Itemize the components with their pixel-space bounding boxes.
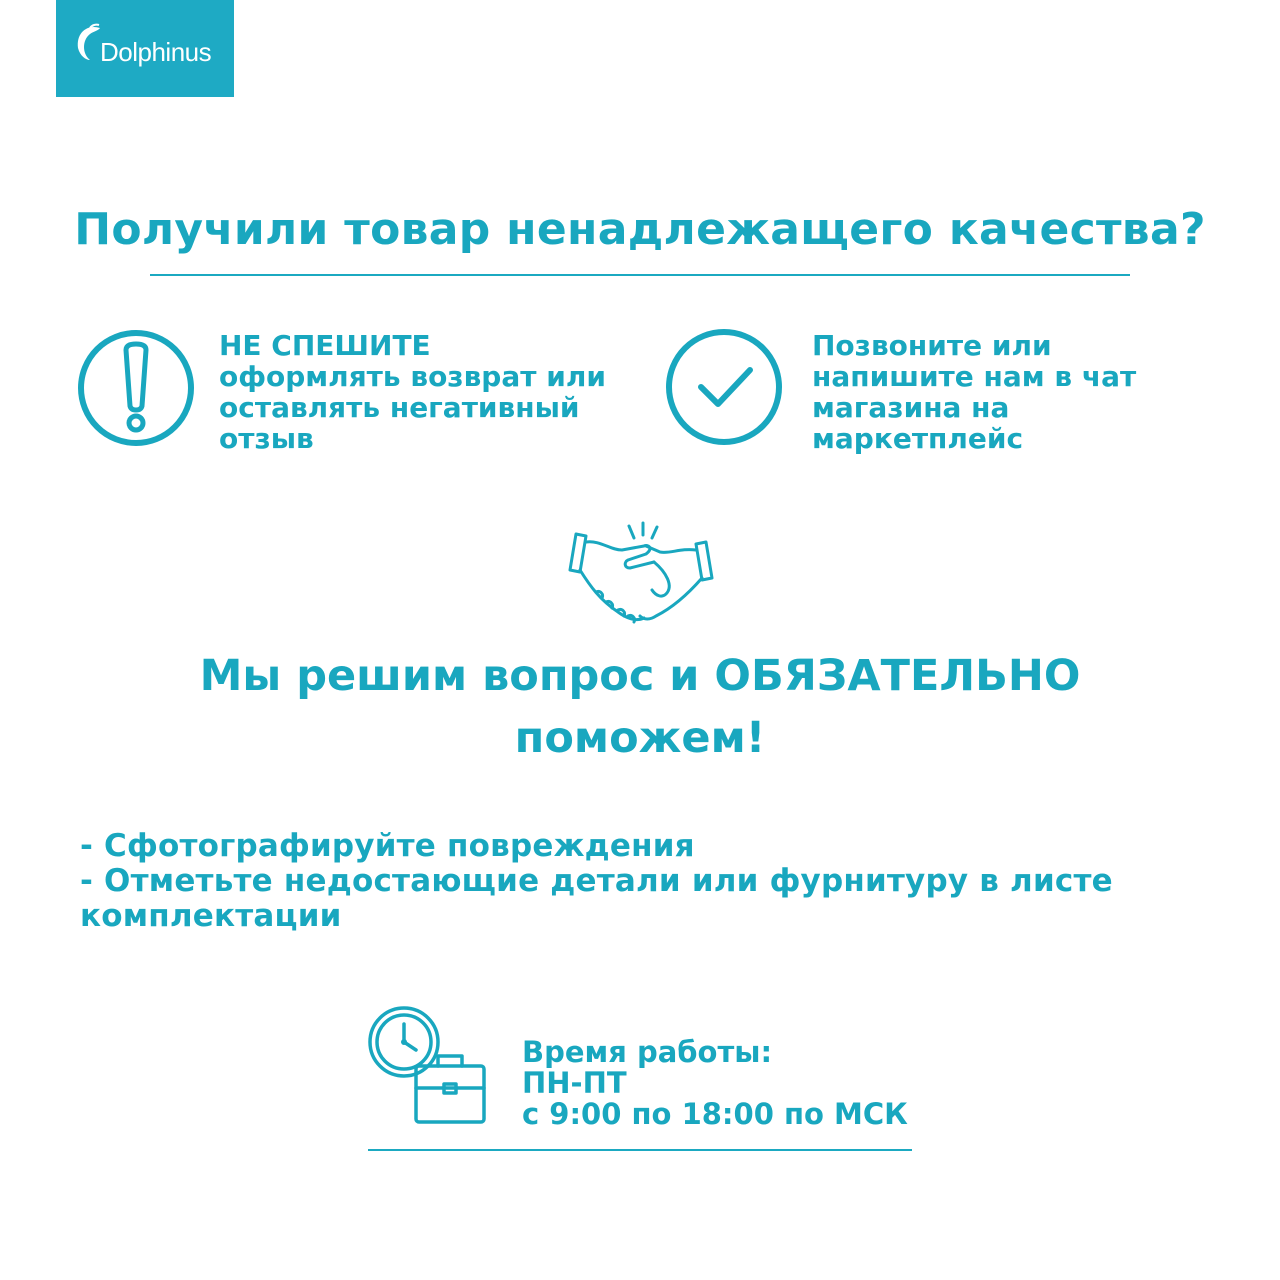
- title-divider: [150, 274, 1130, 276]
- right-line-1: Позвоните или: [812, 329, 1052, 362]
- page-title: Получили товар ненадлежащего качества?: [74, 204, 1206, 255]
- right-line-2: напишите нам в чат: [812, 360, 1137, 393]
- left-block-text: [219, 330, 606, 454]
- left-line-2: оформлять возврат или: [219, 360, 606, 393]
- handshake-icon: [566, 520, 716, 630]
- hours-days: ПН-ПТ: [522, 1066, 627, 1100]
- left-line-4: отзыв: [219, 422, 314, 455]
- left-line-1: НЕ СПЕШИТЕ: [219, 329, 431, 362]
- right-line-3: магазина на: [812, 391, 1010, 424]
- steps-list: [80, 829, 1220, 934]
- slogan: [0, 645, 1280, 769]
- exclamation-circle-icon: [76, 328, 196, 448]
- brand-logo: [56, 0, 234, 97]
- brand-name: Dolphinus: [100, 37, 212, 67]
- step-2-continued: комплектации: [80, 898, 342, 934]
- hours-time: с 9:00 по 18:00 по МСК: [522, 1097, 908, 1131]
- checkmark-circle-icon: [664, 327, 784, 447]
- hours-label: Время работы:: [522, 1035, 773, 1069]
- clock-briefcase-icon: [366, 1004, 492, 1128]
- slogan-line-2: поможем!: [514, 713, 766, 763]
- right-line-4: маркетплейс: [812, 422, 1024, 455]
- left-line-3: оставлять негативный: [219, 391, 580, 424]
- working-hours: [522, 1037, 908, 1130]
- step-2: - Отметьте недостающие детали или фурнитуру в листе: [80, 863, 1113, 899]
- step-1: - Сфотографируйте повреждения: [80, 828, 695, 864]
- slogan-line-1: Мы решим вопрос и ОБЯЗАТЕЛЬНО: [199, 651, 1081, 701]
- right-block-text: [812, 330, 1136, 454]
- hours-divider: [368, 1149, 912, 1151]
